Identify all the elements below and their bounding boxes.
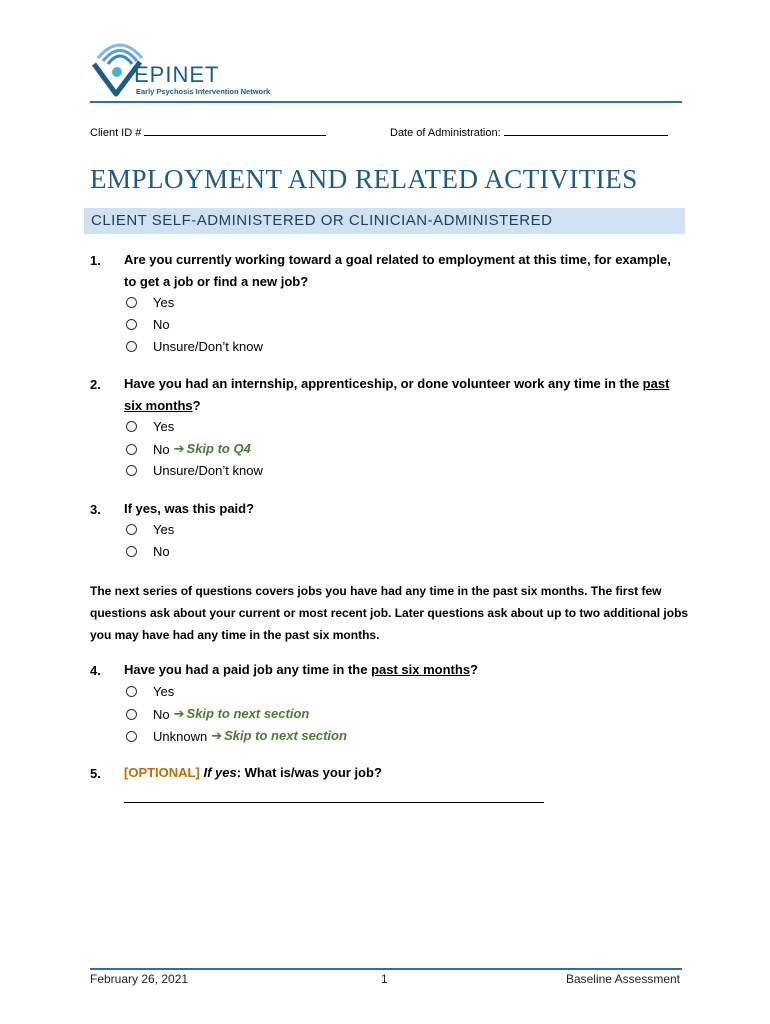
radio-icon[interactable] <box>126 319 137 330</box>
q3-option-yes[interactable]: Yes <box>126 522 174 537</box>
header-rule <box>90 101 682 103</box>
date-row <box>390 124 668 139</box>
radio-icon[interactable] <box>126 341 137 352</box>
q4-option-yes[interactable]: Yes <box>126 684 174 699</box>
q1-option-unsure[interactable]: Unsure/Don’t know <box>126 339 263 354</box>
footer-page-number: 1 <box>381 972 388 986</box>
q4-option-unknown[interactable]: Unknown ➔ Skip to next section <box>126 728 347 744</box>
epinet-logo <box>90 32 280 98</box>
q3-text: If yes, was this paid? <box>124 501 255 516</box>
q2-option-no[interactable]: No ➔ Skip to Q4 <box>126 441 251 457</box>
footer-rule <box>90 968 682 970</box>
page-title: EMPLOYMENT AND RELATED ACTIVITIES <box>90 164 638 194</box>
radio-icon[interactable] <box>126 444 137 455</box>
skip-instruction: ➔ Skip to Q4 <box>173 441 251 456</box>
radio-icon[interactable] <box>126 709 137 720</box>
footer-date: February 26, 2021 <box>90 972 189 986</box>
section-heading: CLIENT SELF-ADMINISTERED OR CLINICIAN-ADMINISTERED <box>91 212 553 229</box>
date-label: Date of Administration: <box>390 127 501 139</box>
q2-option-unsure[interactable]: Unsure/Don’t know <box>126 463 263 478</box>
logo-subtitle: Early Psychosis Intervention Network <box>136 87 271 96</box>
radio-icon[interactable] <box>126 524 137 535</box>
q3-option-no[interactable]: No <box>126 544 170 559</box>
footer-doc-name: Baseline Assessment <box>565 972 680 986</box>
radio-icon[interactable] <box>126 731 137 742</box>
section-intro-paragraph: The next series of questions covers jobs you have had any time in the past six months. The first few questions ask about your current or most recent job. Later questions ask about up to two additional jobs you may have had any time in the past six months. <box>90 584 689 642</box>
radio-icon[interactable] <box>126 297 137 308</box>
arrow-right-icon: ➔ <box>173 706 185 721</box>
arrow-right-icon: ➔ <box>173 441 185 456</box>
skip-instruction: ➔ Skip to next section <box>173 706 310 721</box>
q5-number: 5. <box>90 766 101 781</box>
client-id-field[interactable] <box>144 124 326 136</box>
q1-number: 1. <box>90 253 101 268</box>
q2-text: Have you had an internship, apprenticeship, or done volunteer work any time in the past six months? <box>124 376 670 413</box>
client-id-row <box>90 124 326 139</box>
q1-option-no[interactable]: No <box>126 317 170 332</box>
q4-number: 4. <box>90 663 101 678</box>
q5-text: [OPTIONAL] If yes: What is/was your job? <box>124 765 382 780</box>
skip-instruction: ➔ Skip to next section <box>211 728 347 743</box>
radio-icon[interactable] <box>126 546 137 557</box>
q1-text: Are you currently working toward a goal related to employment at this time, for example, to get a job or find a new job? <box>124 252 671 289</box>
arrow-right-icon: ➔ <box>211 728 223 743</box>
q3-number: 3. <box>90 502 101 517</box>
radio-icon[interactable] <box>126 421 137 432</box>
q5-answer-field[interactable] <box>124 802 544 803</box>
date-field[interactable] <box>504 124 668 136</box>
radio-icon[interactable] <box>126 686 137 697</box>
radio-icon[interactable] <box>126 465 137 476</box>
logo-wordmark: EPINET <box>134 62 220 87</box>
q2-option-yes[interactable]: Yes <box>126 419 174 434</box>
optional-tag: [OPTIONAL] <box>124 765 200 780</box>
q1-option-yes[interactable]: Yes <box>126 295 174 310</box>
q4-option-no[interactable]: No ➔ Skip to next section <box>126 706 309 722</box>
q4-text: Have you had a paid job any time in the past six months? <box>124 662 478 677</box>
q2-number: 2. <box>90 377 101 392</box>
client-id-label: Client ID # <box>90 127 142 139</box>
